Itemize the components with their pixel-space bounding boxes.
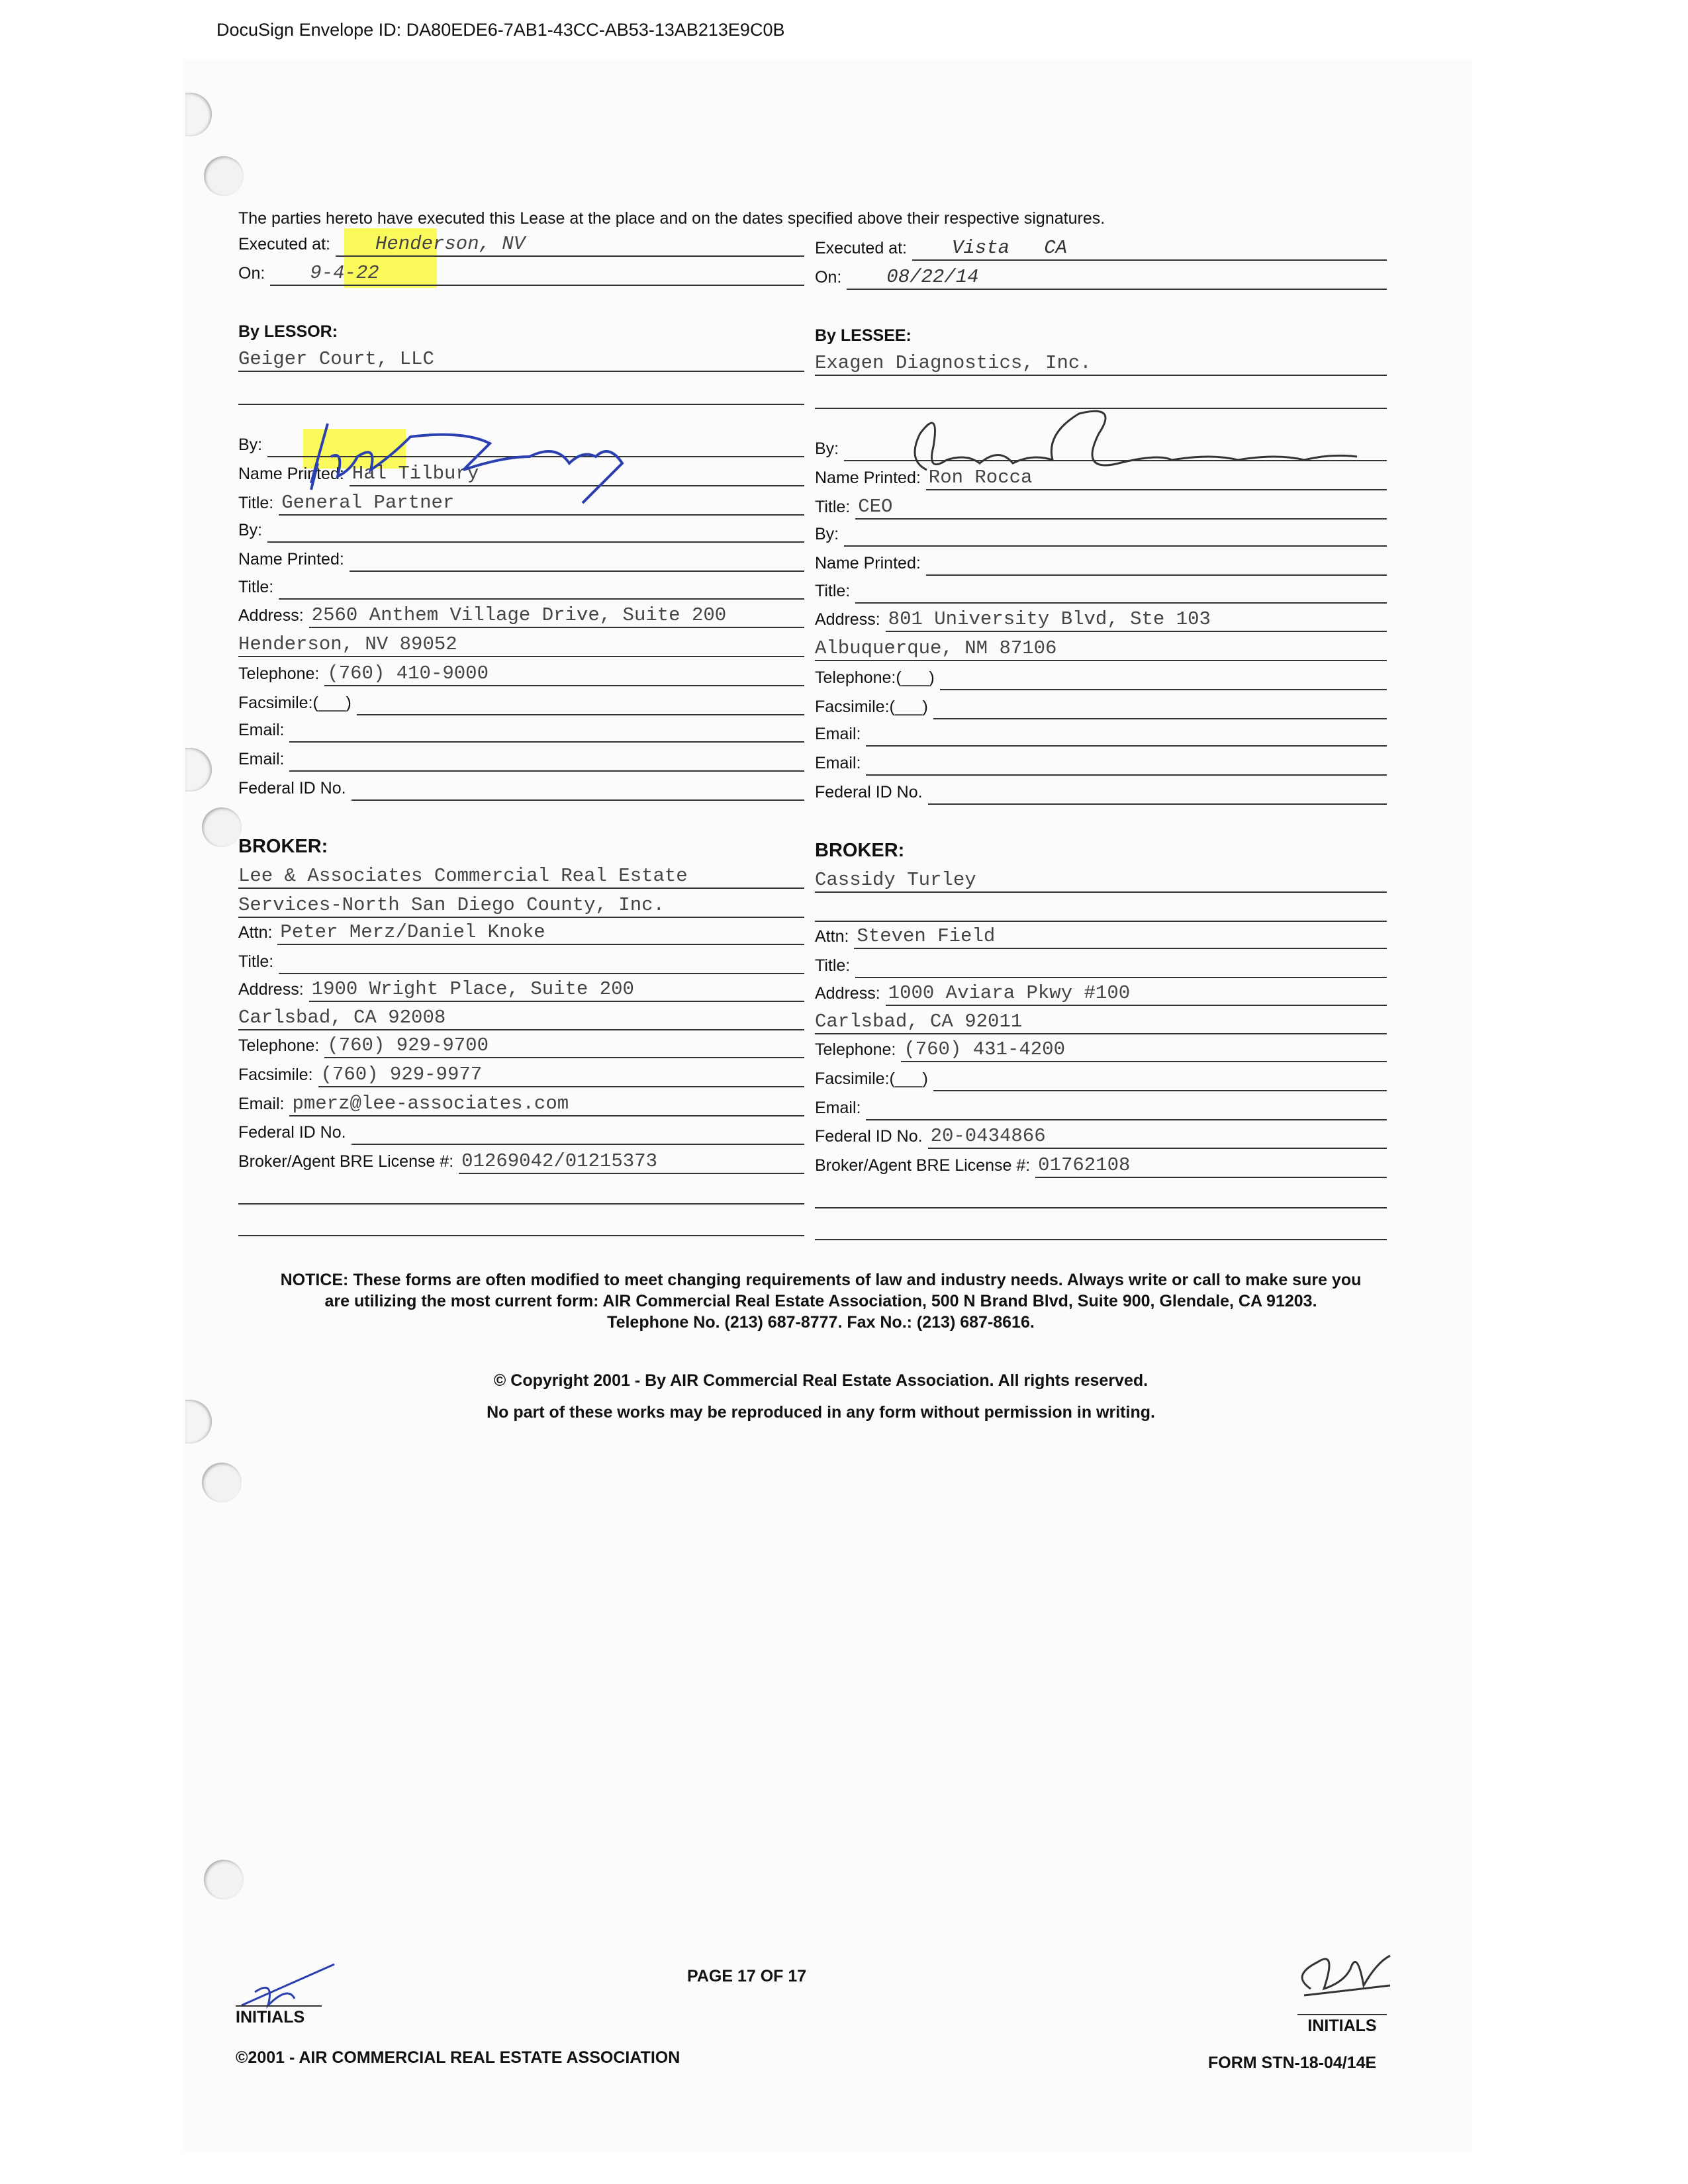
- lessee-broker-row-facsimile: [815, 1066, 1387, 1091]
- field-label: Title:: [238, 578, 274, 596]
- lessee-row-email: [815, 721, 1387, 747]
- field-label: On:: [238, 264, 265, 283]
- lessee-broker-row-line: [815, 1215, 1387, 1240]
- field-value[interactable]: 2560 Anthem Village Drive, Suite 200: [309, 604, 804, 628]
- field-value[interactable]: 01762108: [1035, 1154, 1387, 1178]
- field-value[interactable]: Carlsbad, CA 92011: [815, 1011, 1387, 1034]
- field-label: Title:: [238, 952, 274, 971]
- field-value[interactable]: Peter Merz/Daniel Knoke: [277, 921, 804, 945]
- field-value[interactable]: [238, 1203, 804, 1205]
- notice: [238, 1269, 1403, 1333]
- field-value[interactable]: Henderson, NV 89052: [238, 633, 804, 657]
- field-value[interactable]: (760) 431-4200: [901, 1038, 1387, 1062]
- lessor-broker-row-line: [238, 1005, 804, 1030]
- field-label: Address:: [815, 610, 880, 629]
- lessor-broker-row-line: [238, 893, 804, 918]
- field-label: Telephone:: [238, 664, 320, 683]
- field-value[interactable]: [279, 598, 804, 600]
- field-label: Executed at:: [815, 239, 907, 257]
- field-value[interactable]: Lee & Associates Commercial Real Estate: [238, 865, 804, 889]
- field-label: By:: [238, 435, 263, 454]
- field-value[interactable]: [815, 1239, 1387, 1240]
- field-value[interactable]: Services-North San Diego County, Inc.: [238, 894, 804, 918]
- field-value[interactable]: [350, 570, 804, 572]
- lessee-row-executed-at: [815, 236, 1387, 261]
- field-value[interactable]: [855, 977, 1387, 978]
- field-label: By:: [238, 521, 263, 539]
- punch-hole: [202, 1463, 242, 1502]
- lessee-row-title: [815, 578, 1387, 604]
- field-label: Email:: [815, 754, 861, 772]
- lessee-row-address: [815, 607, 1387, 632]
- field-value[interactable]: [289, 741, 804, 743]
- lessee-broker-row-line: [815, 1009, 1387, 1034]
- lessor-broker-row-federal-id-no: [238, 1120, 804, 1145]
- field-label: Name Printed:: [238, 550, 344, 569]
- lessor-row-telephone: [238, 661, 804, 686]
- field-value[interactable]: 1900 Wright Place, Suite 200: [309, 978, 804, 1002]
- field-value[interactable]: 08/22/14: [847, 266, 1387, 290]
- field-label: Telephone:: [815, 1040, 896, 1059]
- field-value[interactable]: General Partner: [279, 492, 804, 516]
- field-value[interactable]: [855, 602, 1387, 604]
- punch-hole: [204, 156, 244, 196]
- field-label: On:: [815, 268, 842, 287]
- field-label: Address:: [238, 606, 304, 625]
- field-label: Federal ID No.: [815, 783, 923, 801]
- initials-right: INITIALS: [1297, 2014, 1387, 2036]
- no-reproduce-notice: No part of these works may be reproduced in any form without permission in writing.: [487, 1403, 1155, 1422]
- lessor-broker-row-attn: [238, 920, 804, 945]
- field-label: Broker/Agent BRE License #:: [815, 1156, 1031, 1175]
- field-label: Broker/Agent BRE License #:: [238, 1152, 454, 1171]
- field-label: Facsimile:(___): [815, 1069, 928, 1088]
- lessor-broker-row-line: [238, 1179, 804, 1205]
- envelope-id: DocuSign Envelope ID: DA80EDE6-7AB1-43CC-AB53-13AB213E9C0B: [216, 20, 785, 40]
- field-value[interactable]: [267, 541, 804, 543]
- field-value[interactable]: [926, 574, 1387, 576]
- lessee-row-name-printed: [815, 551, 1387, 576]
- lessee-initials-mark: [1291, 1949, 1397, 2002]
- lessor-signature: [291, 417, 662, 503]
- field-value[interactable]: 01269042/01215373: [459, 1150, 804, 1174]
- notice-line: Telephone No. (213) 687-8777. Fax No.: (213) 687-8616.: [607, 1313, 1035, 1332]
- field-value[interactable]: [357, 714, 804, 715]
- field-value[interactable]: [928, 803, 1387, 805]
- field-label: Attn:: [815, 927, 849, 946]
- lessor-row-federal-id-no: [238, 776, 804, 801]
- field-value[interactable]: 20-0434866: [928, 1125, 1387, 1149]
- field-label: Telephone:: [238, 1036, 320, 1055]
- lessee-broker-row-line: [815, 897, 1387, 922]
- field-label: Address:: [815, 984, 880, 1003]
- notice-line: NOTICE: These forms are often modified to meet changing requirements of law and industry needs. Always write or call to make sure you: [280, 1271, 1362, 1289]
- lessor-row-line: [238, 632, 804, 657]
- lessor-broker-row-line: [238, 1211, 804, 1236]
- lessor-row-line: [238, 347, 804, 372]
- field-label: Address:: [238, 980, 304, 999]
- field-label: BROKER:: [815, 840, 905, 861]
- field-label: Telephone:(___): [815, 668, 935, 687]
- field-value[interactable]: [815, 921, 1387, 922]
- lessor-row-facsimile: [238, 690, 804, 715]
- field-value[interactable]: [866, 745, 1387, 747]
- field-value[interactable]: [238, 1235, 804, 1236]
- field-value[interactable]: Hal Tilbury: [350, 463, 804, 486]
- field-label: Name Printed:: [238, 465, 344, 483]
- field-label: Executed at:: [238, 235, 330, 253]
- lessee-broker-row-email: [815, 1095, 1387, 1120]
- punch-hole: [204, 1860, 244, 1899]
- lessee-row-facsimile: [815, 694, 1387, 719]
- page-number: PAGE 17 OF 17: [687, 1967, 807, 1985]
- field-value[interactable]: Henderson, NV: [336, 233, 804, 257]
- field-label: Title:: [815, 582, 851, 600]
- lessee-row-on: [815, 265, 1387, 290]
- lessor-row-on: [238, 261, 804, 286]
- lessee-row-email: [815, 751, 1387, 776]
- lessor-broker-row-address: [238, 977, 804, 1002]
- field-label: Email:: [815, 1099, 861, 1117]
- lessee-broker-row-line: [815, 868, 1387, 893]
- lessee-broker-row-line: [815, 1183, 1387, 1208]
- association-copyright: ©2001 - AIR COMMERCIAL REAL ESTATE ASSOCIATION: [236, 2048, 680, 2067]
- field-label: Title:: [815, 498, 851, 516]
- lessee-broker-row-address: [815, 981, 1387, 1006]
- lessor-broker-row-line: [238, 864, 804, 889]
- form-number: FORM STN-18-04/14E: [1208, 2054, 1377, 2072]
- lessor-row-address: [238, 603, 804, 628]
- lessee-broker-row-broker-agent-bre-license: [815, 1153, 1387, 1178]
- field-value[interactable]: [352, 1144, 804, 1145]
- field-value[interactable]: Ron Rocca: [926, 467, 1387, 490]
- field-value[interactable]: (760) 929-9977: [318, 1064, 804, 1087]
- field-value[interactable]: 9-4-22: [270, 262, 804, 286]
- lessee-row-title: [815, 494, 1387, 520]
- field-label: Federal ID No.: [815, 1127, 923, 1146]
- lessee-row-telephone: [815, 665, 1387, 690]
- lessee-broker-row-broker: [815, 839, 1387, 864]
- field-value[interactable]: Cassidy Turley: [815, 869, 1387, 893]
- field-value[interactable]: [866, 774, 1387, 776]
- lessee-row-line: [815, 351, 1387, 376]
- lessor-row-line: [238, 380, 804, 405]
- field-value[interactable]: 801 University Blvd, Ste 103: [886, 608, 1387, 632]
- lessor-row-by: [238, 518, 804, 543]
- field-label: Email:: [238, 721, 285, 739]
- field-value[interactable]: Exagen Diagnostics, Inc.: [815, 352, 1387, 376]
- lessee-row-line: [815, 636, 1387, 661]
- lessee-signature: [880, 407, 1383, 480]
- initials-left: INITIALS: [236, 2005, 322, 2027]
- field-value[interactable]: (760) 410-9000: [324, 662, 804, 686]
- field-value[interactable]: (760) 929-9700: [324, 1034, 804, 1058]
- field-value[interactable]: [238, 404, 804, 405]
- lessee-row-line: [815, 384, 1387, 409]
- field-label: By LESSOR:: [238, 322, 338, 341]
- field-label: By:: [815, 439, 839, 458]
- lessee-broker-row-federal-id-no: [815, 1124, 1387, 1149]
- field-label: By LESSEE:: [815, 326, 912, 345]
- field-label: Title:: [815, 956, 851, 975]
- intro-text: The parties hereto have executed this Lease at the place and on the dates specified above their respective signatures.: [238, 209, 1105, 228]
- field-value[interactable]: Vista CA: [912, 237, 1387, 261]
- lessor-row-name-printed: [238, 547, 804, 572]
- lessee-broker-row-title: [815, 953, 1387, 978]
- field-value[interactable]: [289, 770, 804, 772]
- field-label: Federal ID No.: [238, 779, 346, 797]
- field-value[interactable]: CEO: [855, 496, 1387, 520]
- lessor-row-title: [238, 574, 804, 600]
- lessor-initials-mark: [235, 1959, 348, 2012]
- lessor-row-by-lessor: [238, 319, 804, 344]
- field-value[interactable]: [940, 689, 1387, 690]
- lessor-row-email: [238, 717, 804, 743]
- lessee-broker-row-attn: [815, 924, 1387, 949]
- notice-line: are utilizing the most current form: AIR Commercial Real Estate Association, 500 N Brand Blvd, Suite 900, Glendale, CA 91203.: [324, 1292, 1317, 1310]
- lessee-row-federal-id-no: [815, 780, 1387, 805]
- field-label: Name Printed:: [815, 554, 921, 572]
- field-value[interactable]: [866, 1119, 1387, 1120]
- field-label: BROKER:: [238, 836, 328, 857]
- lessor-broker-row-telephone: [238, 1033, 804, 1058]
- lessee-row-by-lessee: [815, 323, 1387, 348]
- field-value[interactable]: Albuquerque, NM 87106: [815, 637, 1387, 661]
- field-label: Email:: [238, 1095, 285, 1113]
- field-value[interactable]: Steven Field: [854, 925, 1387, 949]
- lessee-broker-row-telephone: [815, 1037, 1387, 1062]
- lessor-broker-row-title: [238, 949, 804, 974]
- lessor-broker-row-broker-agent-bre-license: [238, 1149, 804, 1174]
- field-value[interactable]: Geiger Court, LLC: [238, 348, 804, 372]
- field-value[interactable]: [933, 1090, 1387, 1091]
- lessee-row-by: [815, 522, 1387, 547]
- field-label: By:: [815, 525, 839, 543]
- field-label: Name Printed:: [815, 469, 921, 487]
- field-value[interactable]: Carlsbad, CA 92008: [238, 1007, 804, 1030]
- field-value[interactable]: 1000 Aviara Pkwy #100: [886, 982, 1387, 1006]
- field-label: Facsimile:(___): [238, 694, 352, 712]
- lessor-broker-row-facsimile: [238, 1062, 804, 1087]
- field-label: Title:: [238, 494, 274, 512]
- lessor-row-email: [238, 747, 804, 772]
- lessor-broker-row-email: [238, 1091, 804, 1116]
- lessor-broker-row-broker: [238, 835, 804, 860]
- field-value[interactable]: [933, 718, 1387, 719]
- field-label: Email:: [238, 750, 285, 768]
- punch-hole: [202, 807, 242, 847]
- field-label: Email:: [815, 725, 861, 743]
- field-value[interactable]: [844, 545, 1387, 547]
- field-label: Facsimile:: [238, 1066, 313, 1084]
- field-value[interactable]: [352, 799, 804, 801]
- field-label: Facsimile:(___): [815, 698, 928, 716]
- field-value[interactable]: [279, 973, 804, 974]
- lessor-row-executed-at: [238, 232, 804, 257]
- field-label: Attn:: [238, 923, 273, 942]
- copyright: © Copyright 2001 - By AIR Commercial Real Estate Association. All rights reserved.: [493, 1371, 1149, 1390]
- field-value[interactable]: pmerz@lee-associates.com: [289, 1093, 804, 1116]
- field-label: Federal ID No.: [238, 1123, 346, 1142]
- field-value[interactable]: [815, 1207, 1387, 1208]
